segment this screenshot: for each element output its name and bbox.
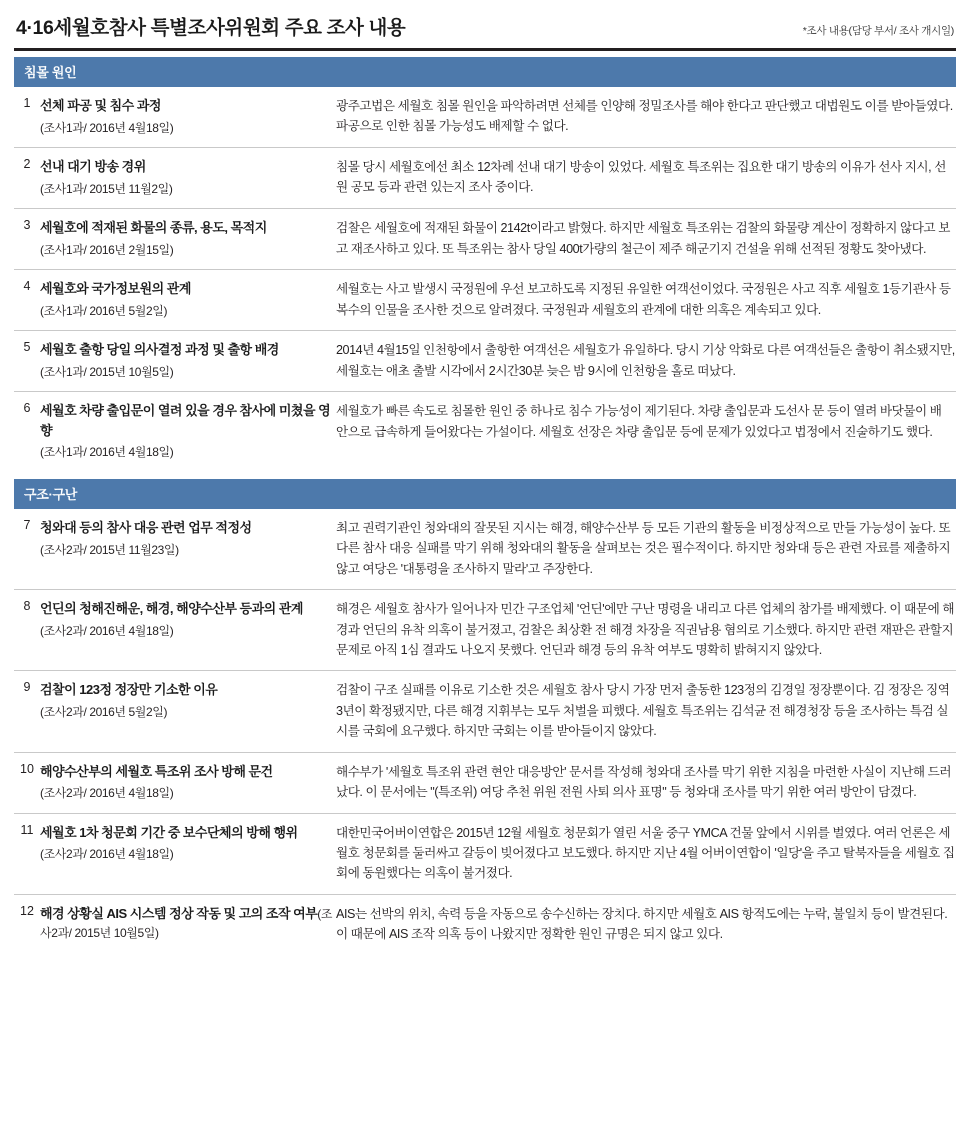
section-table-1 <box>14 87 956 472</box>
bottom-spacer <box>14 955 956 963</box>
row-detail-text: 해수부가 '세월호 특조위 관련 현안 대응방안' 문서를 작성해 청와대 조사를 막기 위한 지침을 마련한 사실이 지난해 드러났다. 이 문서에는 "(특조위) 여당 추천 위원 전원 사퇴 의사 표명" 등 청와대 조사를 막기 위한 여러 방안이 담겼다. <box>336 764 952 799</box>
row-number: 12 <box>20 903 34 918</box>
row-subject <box>40 590 336 671</box>
row-subject <box>40 752 336 813</box>
row-subject-meta: (조사1과/ 2015년 11월2일) <box>40 181 173 196</box>
row-number: 2 <box>14 148 40 209</box>
row-detail <box>336 590 956 671</box>
row-detail <box>336 209 956 270</box>
table-row <box>14 331 956 392</box>
document-header <box>14 10 956 51</box>
row-detail-text: 검찰은 세월호에 적재된 화물이 2142t이라고 밝혔다. 하지만 세월호 특조위는 검찰의 화물량 계산이 정확하지 않다고 보고 재조사하고 있다. 또 특조위는 참사 당일 400t가량의 철근이 제주 해군기지 건설을 위해 선적된 정황도 찾아냈다. <box>336 221 950 256</box>
table-row <box>14 87 956 148</box>
row-detail-text: 해경은 세월호 참사가 일어나자 민간 구조업체 '언딘'에만 구난 명령을 내리고 다른 업체의 참가를 배제했다. 이 때문에 해경과 언딘의 유착 의혹이 불거졌고, 검찰은 최상환 전 해경 차장을 직권남용 혐의로 기소했다. 하지만 관련 재판은 관할지 문제로 아직 1심 결과도 나오지 못했다. 언딘과 해경 등의 유착 여부도 명확히 밝혀지지 않았다. <box>336 602 955 658</box>
row-number: 10 <box>14 752 40 813</box>
row-subject <box>40 87 336 148</box>
row-number: 1 <box>14 87 40 148</box>
row-number: 3 <box>14 209 40 270</box>
table-row <box>14 894 956 954</box>
section-table-2 <box>14 509 956 955</box>
row-subject-title-text: 해경 상황실 AIS 시스템 정상 작동 및 고의 조작 여부 <box>40 905 318 921</box>
header-note: *조사 내용(담당 부서/ 조사 개시일) <box>802 25 954 37</box>
row-detail <box>336 148 956 209</box>
row-detail <box>336 87 956 148</box>
row-detail <box>336 270 956 331</box>
row-detail <box>336 894 956 954</box>
row-subject-title: 선내 대기 방송 경위 <box>40 159 146 175</box>
row-detail-text: 세월호는 사고 발생시 국정원에 우선 보고하도록 지정된 유일한 여객선이었다. 국정원은 사고 직후 세월호 1등기관사 등 복수의 인물을 조사한 것으로 알려졌다. 국정원과 세월호의 관계에 대한 의혹은 계속되고 있다. <box>336 282 951 317</box>
row-number: 5 <box>14 331 40 392</box>
table-row <box>14 590 956 671</box>
row-detail <box>336 392 956 472</box>
row-detail-text: 광주고법은 세월호 침몰 원인을 파악하려면 선체를 인양해 정밀조사를 해야 한다고 판단했고 대법원도 이를 받아들였다. 파공으로 인한 침몰 가능성도 배제할 수 없다. <box>336 99 953 134</box>
table-row <box>14 209 956 270</box>
row-detail-text: 세월호가 빠른 속도로 침몰한 원인 중 하나로 침수 가능성이 제기된다. 차량 출입문과 도선사 문 등이 열려 바닷물이 배 안으로 급속하게 들어왔다는 가설이다. 세월호 선장은 차량 출입문 등에 문제가 있었다고 법정에서 진술하기도 했다. <box>336 404 942 439</box>
row-number: 6 <box>23 401 31 416</box>
row-subject-meta: (조사2과/ 2016년 4월18일) <box>40 847 174 862</box>
row-detail-text: AIS는 선박의 위치, 속력 등을 자동으로 송수신하는 장치다. 하지만 세월호 AIS 항적도에는 누락, 불일치 등이 발견된다. 이 때문에 AIS 조작 의혹 등이 나왔지만 정확한 원인 규명은 되지 않고 있다. <box>336 906 948 942</box>
table-row <box>14 148 956 209</box>
table-row <box>14 671 956 752</box>
table-row <box>14 813 956 894</box>
page-title: 4·16세월호참사 특별조사위원회 주요 조사 내용 <box>16 17 406 39</box>
row-subject-meta: (조사2과/ 2016년 5월2일) <box>40 704 168 719</box>
row-detail <box>336 671 956 752</box>
row-detail-text: 대한민국어버이연합은 2015년 12월 세월호 청문회가 열린 서울 중구 YMCA 건물 앞에서 시위를 벌였다. 여러 언론은 세월호 청문회를 둘러싸고 갈등이 빚어졌다고 보도했다. 하지만 지난 4월 어버이연합이 '일당'을 주고 탈북자들을 세월호 집회에 동원했다는 의혹이 불거졌다. <box>336 825 955 881</box>
section-header-1: 침몰 원인 <box>14 57 956 87</box>
row-subject-meta: (조사1과/ 2016년 5월2일) <box>40 303 168 318</box>
row-detail <box>336 813 956 894</box>
row-subject-meta: (조사1과/ 2015년 10월5일) <box>40 364 174 379</box>
row-subject-title: 세월호 1차 청문회 기간 중 보수단체의 방해 행위 <box>40 824 298 840</box>
row-subject-meta: (조사1과/ 2016년 4월18일) <box>40 445 174 460</box>
row-subject-title: 선체 파공 및 침수 과정 <box>40 98 161 113</box>
table-row <box>14 752 956 813</box>
row-detail <box>336 331 956 392</box>
row-subject <box>40 331 336 392</box>
table-row <box>14 509 956 590</box>
row-subject-title: 세월호와 국가정보원의 관계 <box>40 281 191 297</box>
row-subject-title <box>40 904 336 943</box>
table-row <box>14 392 956 472</box>
row-subject-title: 세월호 출항 당일 의사결정 과정 및 출항 배경 <box>40 342 279 358</box>
row-subject-title: 세월호 차량 출입문이 열려 있을 경우 참사에 미쳤을 영향 <box>40 403 331 438</box>
row-subject <box>40 509 336 590</box>
row-detail-text: 최고 권력기관인 청와대의 잘못된 지시는 해경, 해양수산부 등 모든 기관의 활동을 비정상적으로 만들 가능성이 높다. 또 다른 참사 대응 실패를 막기 위해 청와대의 활동을 살펴보는 것은 필수적이다. 하지만 청와대 등은 관련 자료를 제출하지 않고 여당은 '대통령을 조사하지 말라'고 주장한다. <box>336 521 951 576</box>
row-number: 4 <box>14 270 40 331</box>
row-subject-title: 언딘의 청해진해운, 해경, 해양수산부 등과의 관계 <box>40 601 303 617</box>
row-subject-title: 해양수산부의 세월호 특조위 조사 방해 문건 <box>40 763 273 779</box>
row-subject <box>40 148 336 209</box>
row-number: 8 <box>14 590 40 671</box>
row-detail-text: 2014년 4월15일 인천항에서 출항한 여객선은 세월호가 유일하다. 당시 기상 악화로 다른 여객선들은 출항이 취소됐지만, 세월호는 애초 출발 시각에서 2시간30분 늦은 밤 9시에 인천항을 홀로 떠났다. <box>336 343 955 378</box>
row-subject-meta: (조사2과/ 2016년 4월18일) <box>40 786 174 801</box>
row-subject-title: 세월호에 적재된 화물의 종류, 용도, 목적지 <box>40 220 267 236</box>
row-subject <box>40 894 336 954</box>
row-subject <box>40 392 336 472</box>
row-subject <box>40 209 336 270</box>
row-detail <box>336 752 956 813</box>
row-number: 9 <box>14 671 40 752</box>
row-subject <box>40 671 336 752</box>
table-row <box>14 270 956 331</box>
row-subject-title: 청와대 등의 참사 대응 관련 업무 적정성 <box>40 520 252 536</box>
row-subject-title: 검찰이 123정 정장만 기소한 이유 <box>40 682 218 698</box>
row-number: 11 <box>14 813 40 894</box>
row-detail <box>336 509 956 590</box>
row-detail-text: 검찰이 구조 실패를 이유로 기소한 것은 세월호 참사 당시 가장 먼저 출동한 123정의 김경일 정장뿐이다. 김 정장은 징역 3년이 확정됐지만, 다른 해경 지휘부는 모두 처벌을 피했다. 세월호 특조위는 김석균 전 해경청장 등을 조사하는 특검 실시를 국회에 요구했다. 하지만 국회는 이를 받아들이지 않았다. <box>336 683 950 739</box>
row-detail-text: 침몰 당시 세월호에선 최소 12차례 선내 대기 방송이 있었다. 세월호 특조위는 집요한 대기 방송의 이유가 선사 지시, 선원 공모 등과 관련 있는지 조사 중이다. <box>336 160 946 195</box>
row-subject <box>40 813 336 894</box>
row-subject-meta: (조사2과/ 2015년 11월23일) <box>40 542 179 557</box>
row-subject-meta: (조사1과/ 2016년 2월15일) <box>40 242 174 257</box>
row-subject <box>40 270 336 331</box>
row-number: 7 <box>14 509 40 590</box>
section-header-2: 구조·구난 <box>14 479 956 509</box>
row-subject-meta: (조사1과/ 2016년 4월18일) <box>40 120 174 135</box>
row-subject-meta: (조사2과/ 2016년 4월18일) <box>40 623 174 638</box>
row-subject-meta: (조사2과/ 2015년 10월5일) <box>40 906 333 941</box>
